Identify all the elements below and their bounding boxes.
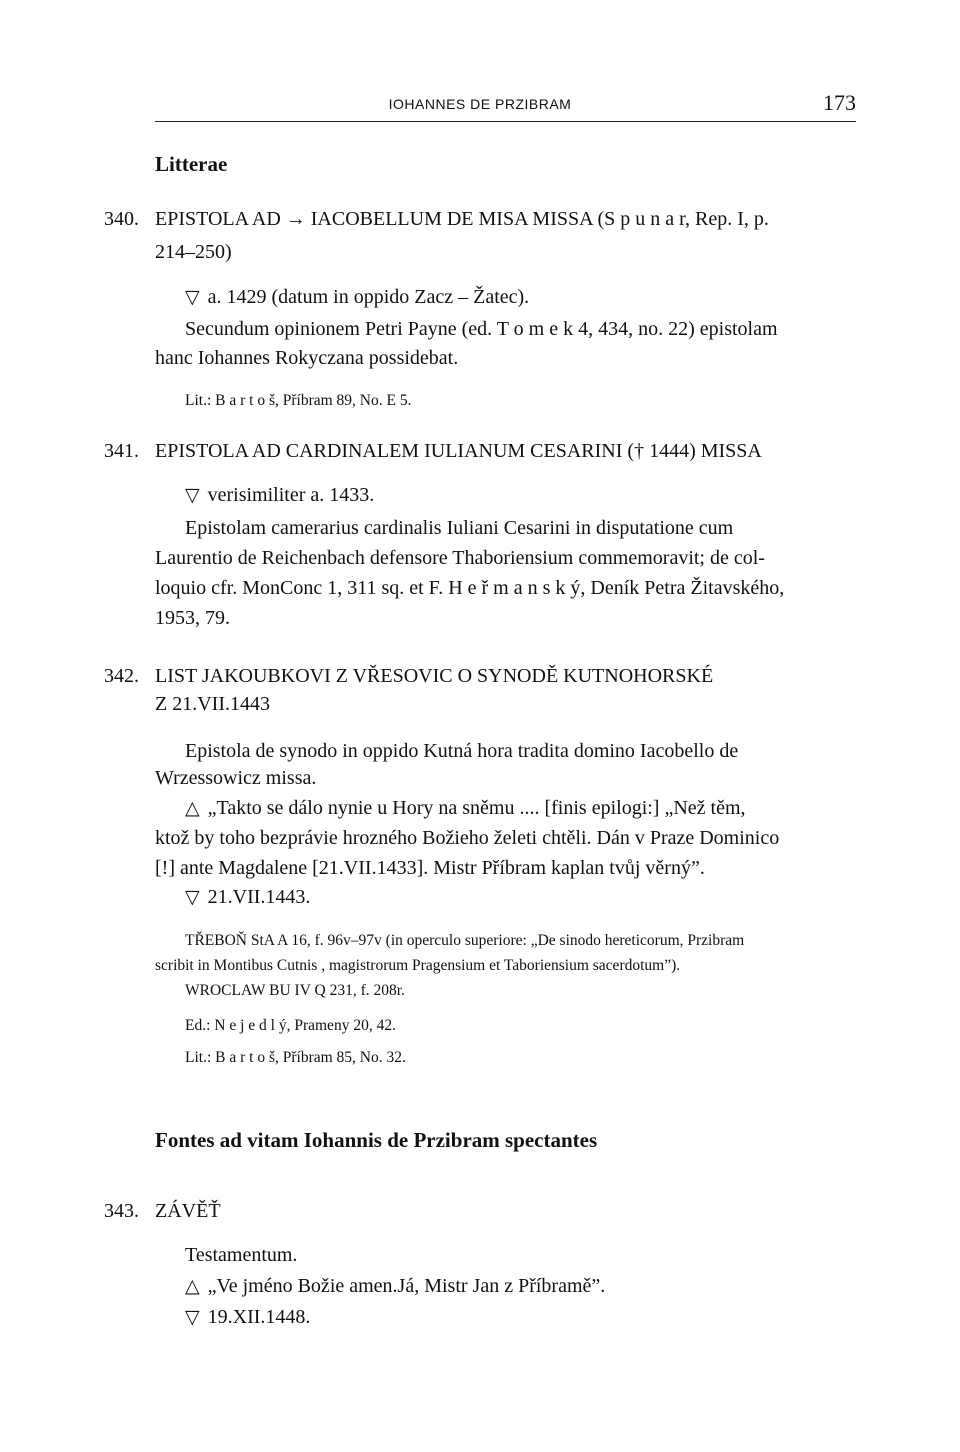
entry-note-341-line2: Laurentio de Reichenbach defensore Thaboriensium commemoravit; de col- [155, 547, 765, 569]
entry-number-342: 342. [104, 665, 139, 687]
entry-date-343 [185, 1306, 310, 1329]
incipit-triangle-icon: △ [185, 797, 200, 819]
entry-lit-342: Lit.: B a r t o š, Příbram 85, No. 32. [185, 1049, 406, 1066]
entry-number-343: 343. [104, 1200, 139, 1222]
page-number: 173 [823, 90, 856, 115]
section-heading-litterae: Litterae [155, 152, 228, 176]
entry-incipit-342-text: „Takto se dálo nynie u Hory na sněmu .... [finis epilogi:] „Než těm, [207, 797, 746, 819]
entry-incipit-343 [185, 1275, 605, 1298]
entry-ms-342-line2: scribit in Montibus Cutnis , magistrorum Pragensium et Taboriensium sacerdotum”). [155, 957, 681, 974]
entry-title-342-line2: Z 21.VII.1443 [155, 693, 270, 715]
entry-date-342 [185, 886, 310, 909]
date-triangle-icon: ▽ [185, 1306, 200, 1328]
entry-incipit-342-line2: ktož by toho bezprávie hrozného Božieho želeti chtěli. Dán v Praze Dominico [155, 827, 780, 849]
entry-incipit-342-line3: [!] ante Magdalene [21.VII.1433]. Mistr Příbram kaplan tvůj věrný”. [155, 857, 705, 879]
entry-note-341-line1: Epistolam camerarius cardinalis Iuliani Cesarini in disputatione cum [185, 517, 734, 539]
entry-number-340: 340. [104, 208, 139, 230]
date-triangle-icon: ▽ [185, 484, 200, 506]
date-triangle-icon: ▽ [185, 886, 200, 908]
entry-note-342-line2: Wrzessowicz missa. [155, 767, 317, 789]
entry-title-340-line2: 214–250) [155, 241, 232, 263]
entry-date-340 [185, 286, 529, 309]
entry-date-341 [185, 484, 374, 507]
entry-incipit-343-text: „Ve jméno Božie amen.Já, Mistr Jan z Příbramě”. [207, 1275, 606, 1297]
incipit-triangle-icon: △ [185, 1275, 200, 1297]
entry-title-341-line1: EPISTOLA AD CARDINALEM IULIANUM CESARINI († 1444) MISSA [155, 440, 762, 462]
entry-date-340-text: a. 1429 (datum in oppido Zacz – Žatec). [207, 286, 530, 308]
section-heading-fontes: Fontes ad vitam Iohannis de Przibram spectantes [155, 1128, 598, 1152]
entry-note-342-line1: Epistola de synodo in oppido Kutná hora tradita domino Iacobello de [185, 740, 739, 762]
entry-note-341-line3: loquio cfr. MonConc 1, 311 sq. et F. H e ř m a n s k ý, Deník Petra Žitavského, [155, 577, 785, 599]
entry-date-343-text: 19.XII.1448. [207, 1306, 311, 1328]
entry-lit-340: Lit.: B a r t o š, Příbram 89, No. E 5. [185, 392, 412, 409]
entry-ms-342-line1: TŘEBOŇ StA A 16, f. 96v–97v (in operculo superiore: „De sinodo hereticorum, Przibram [185, 932, 745, 949]
entry-date-342-text: 21.VII.1443. [207, 886, 311, 908]
entry-ed-342: Ed.: N e j e d l ý, Prameny 20, 42. [185, 1017, 396, 1034]
entry-title-342-line1: LIST JAKOUBKOVI Z VŘESOVIC O SYNODĚ KUTNOHORSKÉ [155, 665, 714, 687]
entry-number-341: 341. [104, 440, 139, 462]
entry-note-340-line2: hanc Iohannes Rokyczana possidebat. [155, 347, 459, 369]
entry-date-341-text: verisimiliter a. 1433. [207, 484, 375, 506]
header-rule [155, 121, 856, 122]
entry-ms-342-line3: WROCLAW BU IV Q 231, f. 208r. [185, 982, 405, 999]
entry-note-343: Testamentum. [185, 1244, 298, 1266]
entry-title-340-line1: EPISTOLA AD → IACOBELLUM DE MISA MISSA (S p u n a r, Rep. I, p. [155, 208, 769, 230]
entry-incipit-342-line1 [185, 797, 746, 820]
date-triangle-icon: ▽ [185, 286, 200, 308]
entry-note-341-line4: 1953, 79. [155, 607, 230, 629]
entry-title-343: ZÁVĚŤ [155, 1200, 221, 1222]
entry-note-340-line1: Secundum opinionem Petri Payne (ed. T o m e k 4, 434, no. 22) epistolam [185, 318, 778, 340]
running-header-title: IOHANNES DE PRZIBRAM [388, 96, 572, 112]
